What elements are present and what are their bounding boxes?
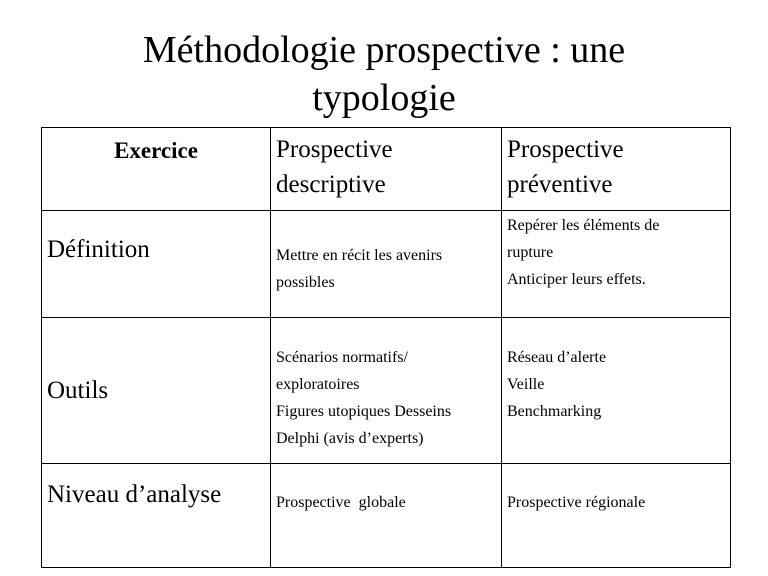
header-preventive-line-2: préventive [507,171,613,198]
typology-table [41,127,731,568]
row-label-niveau-analyse: Niveau d’analyse [42,464,271,568]
outils-descriptive-cell [271,318,502,464]
outils-descriptive-line: Scénarios normatifs/ [276,349,408,366]
outils-preventive-line: Benchmarking [507,403,602,420]
outils-preventive-cell [502,318,731,464]
definition-preventive-line: Repérer les éléments de [507,217,660,234]
definition-descriptive-line: possibles [276,274,335,291]
table-row-niveau-analyse [42,464,731,568]
header-exercice: Exercice [42,128,271,211]
row-label-definition: Définition [42,211,271,318]
table-row-definition [42,211,731,318]
niveau-preventive-line: Prospective régionale [507,494,646,511]
outils-descriptive-line: Delphi (avis d’experts) [276,430,424,447]
header-preventive-line-1: Prospective [507,136,624,163]
header-descriptive [271,128,502,211]
slide-title [0,26,768,122]
header-preventive [502,128,731,211]
slide-title-line-2: typologie [312,77,456,119]
definition-descriptive-cell [271,211,502,318]
definition-preventive-line: Anticiper leurs effets. [507,271,646,288]
outils-preventive-line: Veille [507,376,545,393]
table-row-outils [42,318,731,464]
niveau-descriptive-line: Prospective globale [276,494,406,511]
definition-preventive-line: rupture [507,244,554,261]
niveau-preventive-cell [502,464,731,568]
outils-descriptive-line: exploratoires [276,376,360,393]
definition-preventive-cell [502,211,731,318]
outils-descriptive-line: Figures utopiques Desseins [276,403,452,420]
definition-descriptive-line: Mettre en récit les avenirs [276,247,443,264]
header-descriptive-line-2: descriptive [276,171,386,198]
header-descriptive-line-1: Prospective [276,136,393,163]
niveau-descriptive-cell [271,464,502,568]
table-header-row [42,128,731,211]
row-label-outils: Outils [42,318,271,464]
slide-title-line-1: Méthodologie prospective : une [142,29,626,71]
outils-preventive-line: Réseau d’alerte [507,349,607,366]
